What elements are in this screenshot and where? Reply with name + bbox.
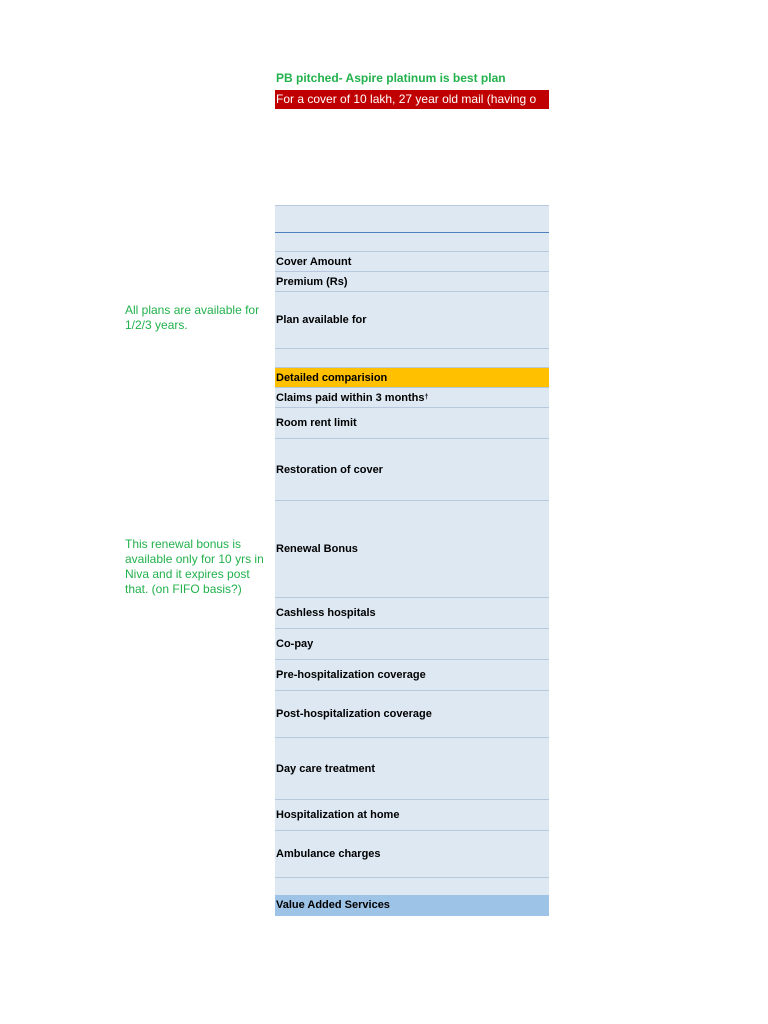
- table-row-blank: [275, 878, 549, 895]
- dagger-marker: †: [424, 394, 429, 401]
- table-row-renewal-bonus: [275, 501, 549, 598]
- cell-label: Hospitalization at home: [276, 809, 400, 821]
- table-row-room-rent: [275, 408, 549, 439]
- table-row-detailed-comparison: [275, 368, 549, 388]
- comparison-table: [275, 205, 549, 916]
- table-row-pre-hosp: [275, 660, 549, 691]
- section-label: Detailed comparision: [276, 371, 388, 384]
- table-row-blank: [275, 233, 549, 252]
- renewal-note: This renewal bonus is available only for 10 yrs in Niva and it expires post that. (on FIFO basis?): [125, 537, 264, 596]
- table-row-ambulance: [275, 831, 549, 878]
- table-row-hosp-home: [275, 800, 549, 831]
- cell-label: Pre-hospitalization coverage: [276, 669, 426, 681]
- cell-label: Co-pay: [276, 638, 314, 650]
- section-label: Value Added Services: [276, 899, 390, 911]
- cell-label: Room rent limit: [276, 417, 357, 429]
- red-banner: [275, 90, 549, 109]
- table-row-restoration: [275, 439, 549, 501]
- cell-label: Plan available for: [276, 314, 367, 326]
- table-row-plan-available: [275, 292, 549, 349]
- banner-text: For a cover of 10 lakh, 27 year old mail (having o: [276, 92, 537, 106]
- cell-label: Post-hospitalization coverage: [276, 708, 432, 720]
- page-title: PB pitched- Aspire platinum is best plan: [276, 71, 506, 85]
- cell-label: Claims paid within 3 months: [276, 391, 425, 404]
- table-row-copay: [275, 629, 549, 660]
- table-row-post-hosp: [275, 691, 549, 738]
- table-row-cashless: [275, 598, 549, 629]
- table-row-cover-amount: [275, 252, 549, 272]
- plans-note: All plans are available for 1/2/3 years.: [125, 303, 260, 332]
- table-row-blank: [275, 349, 549, 368]
- table-row-day-care: [275, 738, 549, 800]
- cell-label: Premium (Rs): [276, 275, 348, 288]
- cell-label: Renewal Bonus: [276, 543, 358, 555]
- cell-label: Day care treatment: [276, 762, 376, 775]
- table-row-premium: [275, 272, 549, 292]
- cell-label: Cashless hospitals: [276, 607, 376, 619]
- table-row-claims-paid: [275, 388, 549, 408]
- cell-label: Ambulance charges: [276, 848, 381, 860]
- table-row-blank-header: [275, 205, 549, 233]
- cell-label: Restoration of cover: [276, 463, 383, 476]
- cell-label: Cover Amount: [276, 255, 352, 268]
- table-row-value-added: [275, 895, 549, 916]
